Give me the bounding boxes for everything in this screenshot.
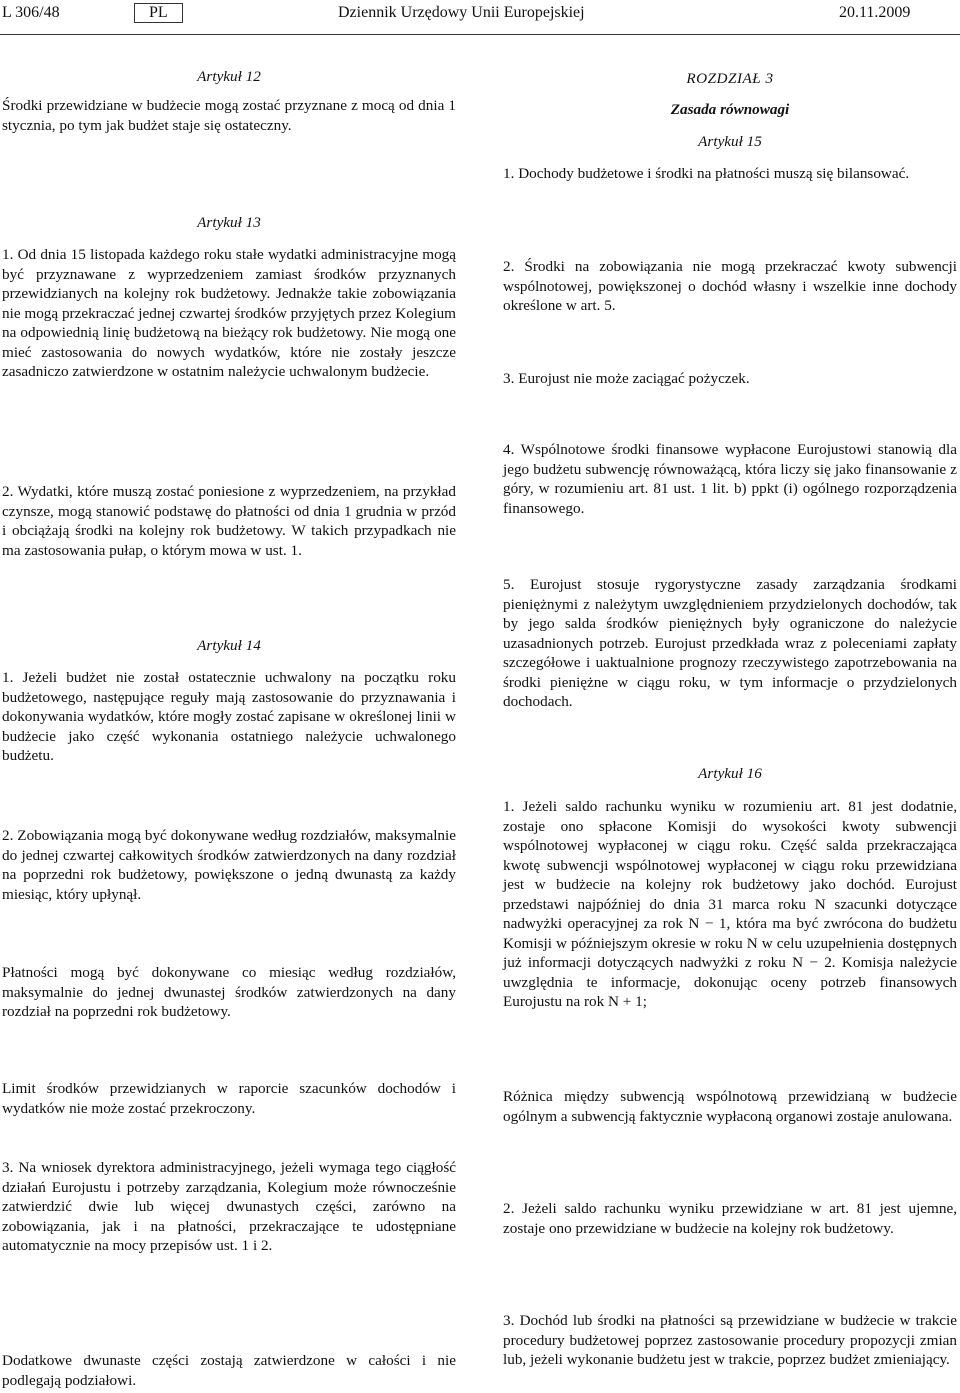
language-badge: PL — [134, 3, 183, 23]
article-14-paragraph-2c: Limit środków przewidzianych w raporcie szacunków dochodów i wydatków nie może zostać przekroczony. — [2, 1080, 456, 1117]
article-16-paragraph-2: 2. Jeżeli saldo rachunku wyniku przewidziane w art. 81 jest ujemne, zostaje ono przewidziane w budżecie na kolejny rok budżetowy. — [503, 1200, 957, 1237]
article-15-paragraph-5: 5. Eurojust stosuje rygorystyczne zasady zarządzania środkami pieniężnymi z należytym uwzględnieniem przydzielonych dochodów, tak by jego salda środków pieniężnych były ograniczone do należycie uzasadnionych potrzeb. Eurojust przedkłada wraz z poleceniami zapłaty szczegółowe i uaktualnione prognozy rzeczywistego zapotrzebowania na środki pieniężne w ciągu roku, w tym informacje o przydzielonych dochodach. — [503, 576, 957, 710]
article-16-heading: Artykuł 16 — [698, 765, 762, 782]
article-14-heading: Artykuł 14 — [197, 637, 261, 654]
article-13-heading: Artykuł 13 — [197, 214, 261, 231]
article-15-paragraph-2: 2. Środki na zobowiązania nie mogą przekraczać kwoty subwencji wspólnotowej, powiększonej o dochód własny i wszelkie inne dochody określone w art. 5. — [503, 258, 957, 314]
article-16-paragraph-1b: Różnica między subwencją wspólnotową przewidzianą w budżecie ogólnym a subwencją faktycznie wypłaconą organowi zostaje anulowana. — [503, 1088, 957, 1125]
article-15-paragraph-1: 1. Dochody budżetowe i środki na płatności muszą się bilansować. — [503, 165, 910, 182]
article-13-paragraph-1: 1. Od dnia 15 listopada każdego roku stałe wydatki administracyjne mogą być przyznawane z wyprzedzeniem zamiast środków przyznanych przewidzianych na kolejny rok budżetowy. Jednakże takie zobowiązania nie mogą przekraczać jednej czwartej środków przyjętych przez Kolegium na odpowiednią linię budżetową na bieżący rok budżetowy. Nie mogą one mieć zastosowania do nowych wydatków, które nie zostały jeszcze zasadniczo zatwierdzone w ostatnim należycie uchwalonym budżecie. — [2, 246, 456, 380]
journal-title: Dziennik Urzędowy Unii Europejskiej — [338, 4, 585, 21]
chapter-title: Zasada równowagi — [670, 101, 790, 118]
article-14-paragraph-2b: Płatności mogą być dokonywane co miesiąc według rozdziałów, maksymalnie do jednej dwunastej środków zatwierdzonych na dany rozdział na poprzedni rok budżetowy. — [2, 964, 456, 1020]
article-13-paragraph-2: 2. Wydatki, które muszą zostać poniesione z wyprzedzeniem, na przykład czynsze, mogą stanowić podstawę do płatności od dnia 1 grudnia w przód i obciążają środki na kolejny rok budżetowy. W takich przypadkach nie ma zastosowania pułap, o którym mowa w ust. 1. — [2, 483, 456, 559]
article-16-paragraph-1: 1. Jeżeli saldo rachunku wyniku w rozumieniu art. 81 jest dodatnie, zostaje ono spłacone Komisji do wysokości kwoty subwencji wspólnotowej wypłaconej w ciągu roku. Część salda przekraczająca kwotę subwencji wspólnotowej wypłaconej w ciągu roku przewidziana jest w budżecie na kolejny rok budżetowy jako dochód. Eurojust przedstawi najpóźniej do dnia 31 marca roku N szacunki dotyczące nadwyżki operacyjnej za rok N − 1, która ma być zwrócona do budżetu Komisji w późniejszym okresie w roku N w celu uzupełnienia dostępnych już informacji dotyczących nadwyżki z roku N − 2. Komisja należycie uwzględnia te informacje, dokonując oceny potrzeb finansowych Eurojustu na rok N + 1; — [503, 798, 957, 1010]
page-number: L 306/48 — [2, 4, 60, 21]
article-14-paragraph-2: 2. Zobowiązania mogą być dokonywane według rozdziałów, maksymalnie do jednej czwartej całkowitych środków zatwierdzonych na dany rozdział na poprzedni rok budżetowy, powiększone o jedną dwunastą za każdy miesiąc, który upłynął. — [2, 827, 456, 903]
publication-date: 20.11.2009 — [839, 4, 911, 21]
article-12-text: Środki przewidziane w budżecie mogą zostać przyznane z mocą od dnia 1 stycznia, po tym jak budżet staje się ostateczny. — [2, 97, 456, 134]
article-15-paragraph-4: 4. Wspólnotowe środki finansowe wypłacone Eurojustowi stanowią dla jego budżetu subwencję równoważącą, która liczy się jako finansowanie z góry, w rozumieniu art. 81 ust. 1 lit. b) ppkt (i) ogólnego rozporządzenia finansowego. — [503, 441, 957, 517]
article-15-paragraph-3: 3. Eurojust nie może zaciągać pożyczek. — [503, 370, 750, 387]
article-15-heading: Artykuł 15 — [698, 133, 762, 150]
article-14-paragraph-3: 3. Na wniosek dyrektora administracyjnego, jeżeli wymaga tego ciągłość działań Eurojustu i potrzeby zarządzania, Kolegium może równocześnie zatwierdzić dwie lub więcej dwunastych części, zarówno na zobowiązania, jak i na płatności, przekraczające te udostępniane automatycznie na mocy przepisów ust. 1 i 2. — [2, 1159, 456, 1254]
article-12-heading: Artykuł 12 — [197, 68, 261, 85]
article-14-paragraph-1: 1. Jeżeli budżet nie został ostatecznie uchwalony na początku roku budżetowego, następujące reguły mają zastosowanie do przyznawania i dokonywania wydatków, które mogły zostać zapisane w określonej linii w budżecie jako część wykonania ostatniego należycie uchwalonego budżetu. — [2, 669, 456, 764]
header-rule — [0, 34, 960, 35]
page-header — [0, 0, 960, 36]
article-14-paragraph-3b: Dodatkowe dwunaste części zostają zatwierdzone w całości i nie podlegają podziałowi. — [2, 1352, 456, 1389]
article-16-paragraph-3: 3. Dochód lub środki na płatności są przewidziane w budżecie w trakcie procedury budżetowej poprzez zastosowanie procedury propozycji zmian lub, jeżeli wykonanie budżetu jest w trakcie, poprzez budżet zmieniający. — [503, 1312, 957, 1368]
chapter-label: ROZDZIAŁ 3 — [686, 70, 774, 87]
